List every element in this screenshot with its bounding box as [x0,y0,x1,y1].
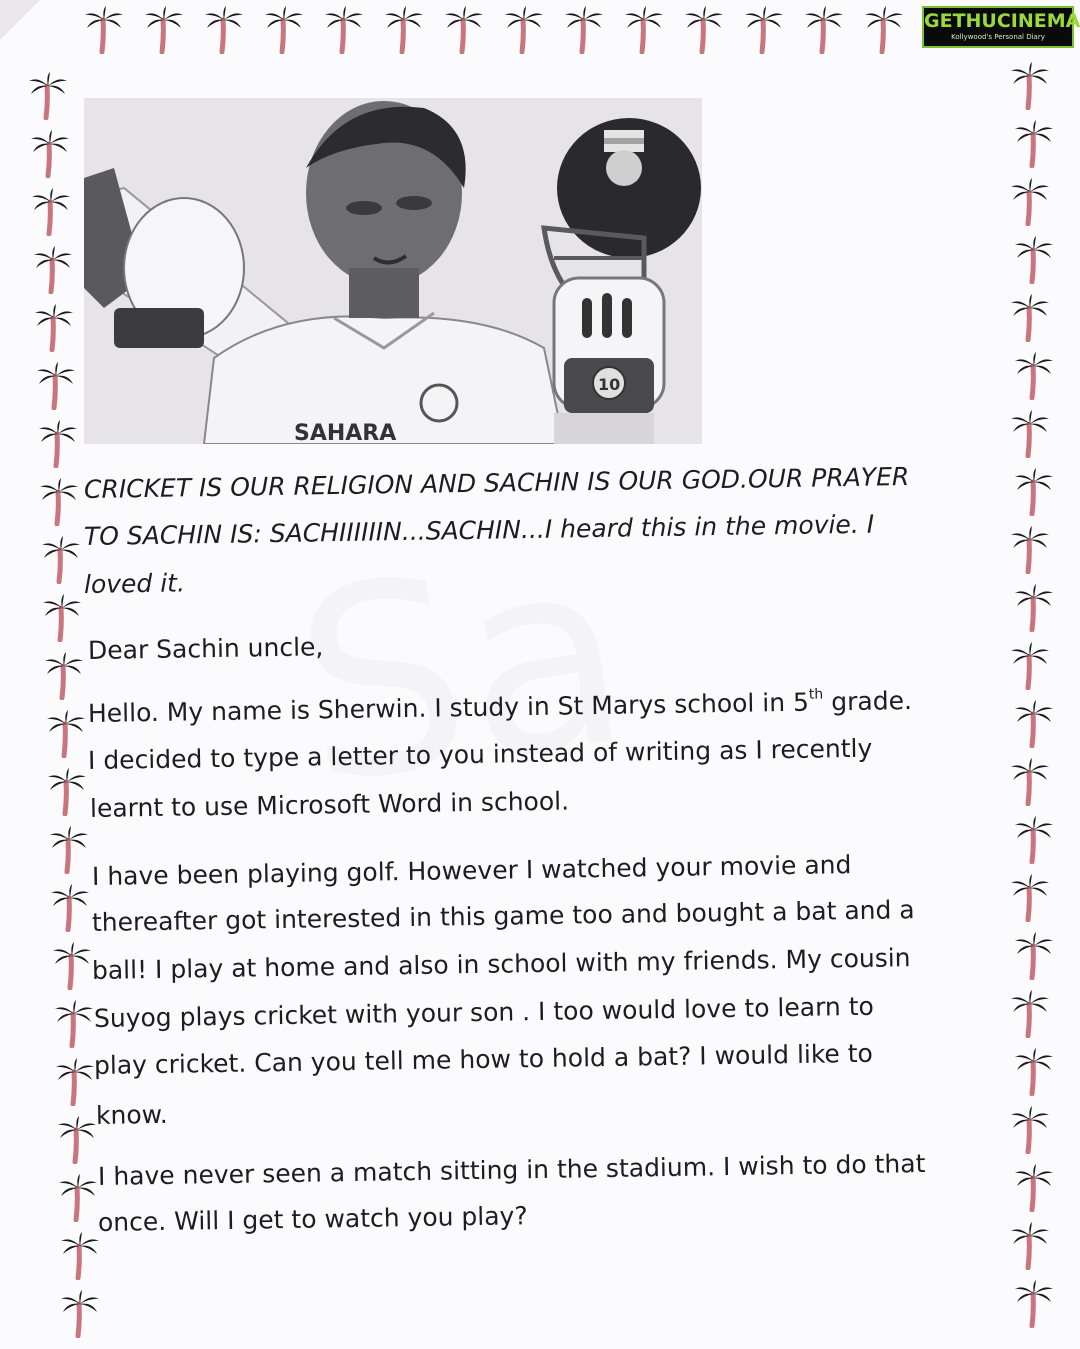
palm-tree-icon [33,246,73,294]
palm-tree-icon [1010,294,1050,342]
greeting: Dear Sachin uncle, [87,632,324,665]
palm-tree-icon [324,6,364,54]
para1-line-3: learnt to use Microsoft Word in school. [89,786,570,823]
palm-tree-icon [744,6,784,54]
para2-line-4: Suyog plays cricket with your son . I too would love to learn to [93,991,875,1033]
palm-tree-icon [30,130,70,178]
palm-tree-icon [1014,584,1054,632]
palm-tree-icon [58,1174,98,1222]
intro-line-2: TO SACHIN IS: SACHIIIIIIN...SACHIN...I heard this in the movie. I [83,509,875,551]
palm-tree-icon [1014,352,1054,400]
palm-tree-icon [34,304,74,352]
palm-tree-icon [54,1000,94,1048]
jersey-text: SAHARA [294,421,397,444]
page-fold [0,0,40,40]
palm-tree-icon [1010,758,1050,806]
para3-line-2: once. Will I get to watch you play? [97,1201,528,1237]
palm-tree-icon [204,6,244,54]
palm-tree-icon [144,6,184,54]
glove-number: 10 [598,375,621,394]
palm-tree-icon [684,6,724,54]
palm-tree-icon [804,6,844,54]
palm-tree-icon [36,362,76,410]
palm-tree-icon [504,6,544,54]
para1-line-1-text: Hello. My name is Sherwin. I study in St Marys school in 5 [87,687,810,728]
palm-tree-icon [47,768,87,816]
para3-line-1: I have never seen a match sitting in the stadium. I wish to do that [97,1149,926,1191]
palm-tree-icon [1010,526,1050,574]
palm-tree-icon [52,942,92,990]
palm-tree-icon [1014,816,1054,864]
logo-brand: GETHUCINEMA [924,10,1080,32]
para2-line-5: play cricket. Can you tell me how to hold a bat? I would like to [93,1038,874,1080]
logo-tagline: Kollywood's Personal Diary [951,33,1045,41]
palm-tree-icon [1010,1222,1050,1270]
palm-tree-icon [1014,468,1054,516]
para2-line-2: thereafter got interested in this game too and bought a bat and a [91,895,915,937]
palm-tree-icon [1014,1164,1054,1212]
palm-tree-icon [49,826,89,874]
palm-tree-icon [384,6,424,54]
palm-tree-icon [44,652,84,700]
palm-tree-icon [624,6,664,54]
palm-tree-icon [1010,874,1050,922]
sachin-photo [84,98,702,444]
gethucinema-logo [922,6,1080,48]
para1-line-2: I decided to type a letter to you instead of writing as I recently [87,733,873,775]
palm-tree-icon [50,884,90,932]
para2-line-3: ball! I play at home and also in school with my friends. My cousin [91,943,911,985]
intro-line-3: loved it. [83,568,186,599]
palm-tree-icon [1014,236,1054,284]
palm-tree-icon [60,1232,100,1280]
palm-tree-icon [1014,932,1054,980]
palm-tree-icon [84,6,124,54]
para1-line-1-end: grade. [823,686,913,717]
palm-tree-icon [1010,62,1050,110]
intro-line-1: CRICKET IS OUR RELIGION AND SACHIN IS OUR GOD.OUR PRAYER [83,462,910,504]
palm-tree-icon [1010,642,1050,690]
palm-tree-icon [38,420,78,468]
palm-tree-icon [564,6,604,54]
palm-tree-icon [57,1116,97,1164]
ordinal-suffix: th [808,686,824,703]
palm-tree-icon [31,188,71,236]
palm-tree-icon [444,6,484,54]
palm-tree-icon [41,536,81,584]
palm-tree-icon [1010,990,1050,1038]
palm-tree-icon [1010,410,1050,458]
palm-tree-icon [864,6,904,54]
palm-tree-icon [60,1290,100,1338]
palm-tree-icon [46,710,86,758]
palm-tree-icon [1014,1280,1054,1328]
palm-tree-icon [264,6,304,54]
palm-tree-icon [42,594,82,642]
palm-tree-icon [39,478,79,526]
palm-tree-icon [28,72,68,120]
palm-tree-icon [1014,700,1054,748]
palm-tree-icon [55,1058,95,1106]
palm-tree-icon [1010,1106,1050,1154]
palm-tree-icon [1014,120,1054,168]
para2-line-6: know. [95,1099,168,1130]
palm-tree-icon [1014,1048,1054,1096]
para2-line-1: I have been playing golf. However I watched your movie and [91,850,852,891]
palm-tree-icon [1010,178,1050,226]
